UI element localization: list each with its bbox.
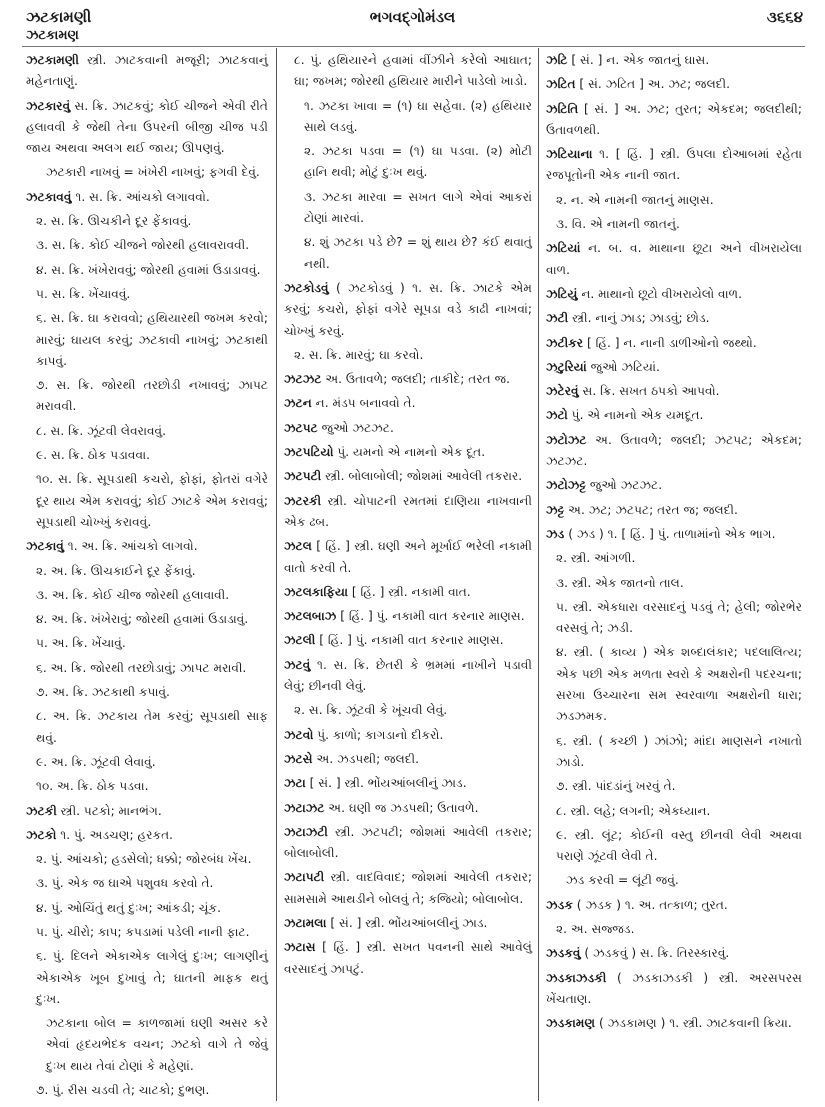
definition: અ. ઉતાવળે; જલદી; તાકીદે; તરત જ. xyxy=(321,372,511,387)
definition: ૫. સ્ત્રી. એકધારા વરસાદનું પડવું તે; હેલી; જોરભેર વરસવું તે; ઝડી. xyxy=(556,599,802,636)
column-divider xyxy=(276,48,277,1101)
definition: ૨. અ. ક્રિ. ઊચકાઈને દૂર ફેંકાવું. xyxy=(36,563,196,578)
definition: ૩. અ. ક્રિ. કોઈ ચીજ જોરથી હલાવાવી. xyxy=(36,587,230,602)
headword: ઝટાસ xyxy=(284,940,316,955)
headword: ઝડ xyxy=(546,526,565,541)
entry-sense xyxy=(26,658,268,679)
definition: અ. ઘણી જ ઝડપથી; ઉતાવળે. xyxy=(324,800,479,815)
definition: ૨. સ. ક્રિ. ઝૂંટવી કે ખૂંચવી લેવું. xyxy=(294,703,448,718)
definition: ૨. ન. એ નામની જાતનું માણસ. xyxy=(556,192,714,207)
entry-sense xyxy=(546,548,802,569)
definition: ૬. અ. ક્રિ. જોરથી તરછોડાવું; ઝાપટ મરાવી. xyxy=(36,660,247,675)
definition: ૧. પું. અડચણ; હરકત. xyxy=(56,827,174,842)
definition: ૪. પું. ઓચિંતું થતું દુઃખ; આંકડી; ચૂંક. xyxy=(36,900,222,915)
definition: [ હિં. ] સ્ત્રી. ઘણી અને મૂર્ખાઈ ભરેલી નકામી વાતો કરવી તે. xyxy=(284,539,532,575)
definition: સ્ત્રી. ચોપાટની રમતમાં દાણિયા નાખવાની એક ઢબ. xyxy=(284,493,532,529)
definition: ૨. સ્ત્રી. આંગળી. xyxy=(556,551,636,566)
entry-sense xyxy=(284,232,532,275)
definition: [ હિં. ] ન. નાની ડાળીઓનો જથ્થો. xyxy=(583,335,757,350)
headword: ઝટવું xyxy=(284,657,311,672)
entry-sense xyxy=(546,870,802,891)
definition: ૬. પું. દિલને એકાએક લાગેલું દુઃખ; લાગણીનું એકાએક ખૂબ દુખાવું તે; ઘાતની માફક થતું દુઃખ. xyxy=(36,949,268,1006)
headword: ઝટલકાફિયા xyxy=(284,584,348,599)
definition: સ્ત્રી. ઝાટકવાની મજૂરી; ઝાટકવાનું મહેનતાણું. xyxy=(26,53,268,89)
definition: ૨. સ. ક્રિ. મારવું; ઘા કરવો. xyxy=(294,347,424,362)
dictionary-entry xyxy=(546,333,802,354)
definition: ૧. સ. ક્રિ. છેતરી કે ભ્રમમાં નાખીને પડાવી લેવું; છીનવી લેવું. xyxy=(284,657,532,694)
headword: ઝટીકર xyxy=(546,335,584,350)
running-head-left: ઝટકામણી xyxy=(26,8,92,26)
definition: [ હિં. ] સ્ત્રી. નકામી વાત. xyxy=(347,584,471,599)
definition: ૨. પું. આંચકો; હડસેલો; ધક્કો; જોરબંધ ખેંચ. xyxy=(36,852,252,867)
entry-sense xyxy=(546,597,802,640)
headword: ઝટપટી xyxy=(284,469,322,484)
definition: ૯. અ. ક્રિ. ઝૂંટવી લેવાવું. xyxy=(36,754,156,769)
entry-sense xyxy=(546,776,802,797)
definition: [ સં. ઝટિત ] અ. ઝટ; જલદી. xyxy=(575,77,730,92)
entry-sense xyxy=(546,190,802,211)
entry-sense xyxy=(26,946,268,1010)
dictionary-entry xyxy=(546,500,802,521)
entry-sense xyxy=(26,752,268,773)
definition: ઝડ કરવી = લૂંટી જવું. xyxy=(566,873,679,888)
dictionary-entry xyxy=(284,749,532,770)
entry-sense xyxy=(284,187,532,230)
dictionary-entry xyxy=(284,725,532,746)
dictionary-entry xyxy=(546,144,802,187)
definition: ૨. ઝટકા પડવા = (૧) ઘા પડવા. (૨) મોટી હાનિ થવી; મોટું દુઃખ થવું. xyxy=(304,144,532,180)
entry-sense xyxy=(284,50,532,93)
dictionary-entry xyxy=(26,801,268,822)
entry-sense xyxy=(26,260,268,281)
dictionary-entry xyxy=(26,536,268,557)
dictionary-entry xyxy=(546,308,802,329)
entry-sense xyxy=(546,214,802,235)
definition: ન. મંડપ બનાવવો તે. xyxy=(311,396,416,411)
entry-sense xyxy=(26,421,268,442)
dictionary-entry xyxy=(546,943,802,964)
definition: સ્ત્રી. ઝટપટી; જોશમાં આવેલી તકરાર; બોલાબોલી. xyxy=(284,824,532,861)
dictionary-entry xyxy=(284,278,532,342)
dictionary-entry xyxy=(284,606,532,627)
definition: અ. ઝટ; ઝટપટ; તરત જ; જલદી. xyxy=(564,502,738,517)
definition: ૫. પું. ચીરો; કાપ; કપડામાં પડેલી નાની ફાટ. xyxy=(36,924,250,939)
definition: પું. કાળો; કાગડાનો દીકરો. xyxy=(313,727,444,742)
headword: ઝટેરવું xyxy=(546,384,579,399)
dictionary-entry xyxy=(546,74,802,95)
entry-sense xyxy=(26,898,268,919)
dictionary-entry xyxy=(284,773,532,794)
running-head-sub: ઝટકામણ xyxy=(26,28,79,43)
dictionary-entry xyxy=(284,418,532,439)
dictionary-entry xyxy=(284,466,532,487)
definition: ૭. અ. ક્રિ. ઝટકાથી કપાવું. xyxy=(36,685,170,700)
book-title: ભગવદ્ગોમંડલ xyxy=(369,8,456,26)
definition: પું. એ નામનો એક યમદૂત. xyxy=(567,408,704,423)
dictionary-entry xyxy=(546,284,802,305)
definition: સ્ત્રી. બોલાબોલી; જોશમાં આવેલી તકરાર. xyxy=(321,469,523,484)
definition: સ્ત્રી. પટકો; માનભંગ. xyxy=(56,803,162,818)
dictionary-entry xyxy=(546,968,802,1011)
entry-sense xyxy=(26,284,268,305)
entry-sense xyxy=(26,162,268,183)
definition: ૧. [ હિં. ] સ્ત્રી. ઉપલા દોઆબમાં રહેતા રજપૂતોની એક નાની જાત. xyxy=(546,147,802,183)
definition: ૧૦. સ. ક્રિ. સૂપડાથી કચરો, ફોફાં, ફોતરાં વગેરે દૂર થાય એમ કરાવવું; કોઈ ઝાટકે એમ કરાવવું; સૂપડાથી ચોખ્ખું કરાવવું. xyxy=(36,472,268,529)
definition: ૧. અ. ક્રિ. આંચકો લાગવો. xyxy=(63,539,198,554)
headword: ઝટકો xyxy=(26,827,57,842)
headword: ઝટવો xyxy=(284,727,314,742)
headword: ઝટકાવું xyxy=(26,539,64,554)
dictionary-entry xyxy=(284,630,532,651)
entry-sense xyxy=(546,642,802,727)
entry-sense xyxy=(26,561,268,582)
definition: ૨. સ. ક્રિ. ઊચકીને દૂર ફેંકાવવું. xyxy=(36,214,192,229)
dictionary-entry xyxy=(26,187,268,208)
definition: [ હિં. ] પું. નકામી વાત કરનાર માણસ. xyxy=(336,609,525,624)
definition: [ સં. ] ન. એક જાતનું ઘાસ. xyxy=(567,53,710,67)
dictionary-entry xyxy=(26,96,268,160)
entry-sense xyxy=(546,801,802,822)
definition: ૩. ઝટકા મારવા = સખત લાગે એવાં આકરાં ટોણાં મારવાં. xyxy=(304,189,532,226)
headword: ઝટુરિયાં xyxy=(546,359,587,374)
definition: સ. ક્રિ. ઝાટકવું; કોઈ ચીજને એવી રીતે હલાવવી કે જેથી તેના ઉપરની બીજી ચીજ પડી જાય અથવા અલગ થઈ જાય; ઊપણવું. xyxy=(26,98,268,156)
definition: ૮. સ્ત્રી. લહે; લગની; એકધ્યાન. xyxy=(556,803,711,818)
dictionary-entry xyxy=(26,50,268,93)
entry-sense xyxy=(26,469,268,533)
definition: ૯. સ્ત્રી. લૂંટ; કોઈની વસ્તુ છીનવી લેવી અથવા પરાણે ઝૂંટવી લેવી તે. xyxy=(556,827,802,864)
definition: ૮. પું. હથિયારને હવામાં વીંઝીને કરેલો આઘાત; ઘા; જખમ; જોરથી હથિયાર મારીને પાડેલો ખાડો. xyxy=(294,53,532,89)
entry-sense xyxy=(26,235,268,256)
entry-sense xyxy=(26,1080,268,1101)
definition: [ સં. ] સ્ત્રી. ભોંયઆંબલીનું ઝાડ. xyxy=(326,915,488,930)
headword: ઝટિ xyxy=(546,53,568,67)
headword: ઝડકાઝડકી xyxy=(546,970,607,985)
definition: ૪. સ. ક્રિ. ખંખેરાવવું; જોરથી હવામાં ઉડાડાવવું. xyxy=(36,262,261,277)
headword: ઝટન xyxy=(284,396,312,411)
entry-sense xyxy=(26,922,268,943)
headword: ઝટરકી xyxy=(284,493,322,508)
dictionary-entry xyxy=(546,895,802,916)
dictionary-entry xyxy=(284,867,532,910)
entry-sense xyxy=(26,445,268,466)
definition: ૮. અ. ક્રિ. ઝટકાય તેમ કરવું; સૂપડાથી સાફ થવું. xyxy=(36,709,268,745)
definition: ( ઝડક ) ૧. અ. તત્કાળ; તુરત. xyxy=(572,897,728,912)
definition: જુઓ ઝટિયાં. xyxy=(586,359,660,374)
definition: ૧. ઝટકા ખાવા = (૧) ઘા સહેવા. (૨) હથિયાર સાથે લડવું. xyxy=(304,98,532,134)
headword: ઝડકામણ xyxy=(546,1016,596,1031)
headword: ઝટિતિ xyxy=(546,101,579,116)
entry-sense xyxy=(26,873,268,894)
definition: ( ઝટકોડવું ) ૧. સ. ક્રિ. ઝાટકે એમ કરવું; કચરો, ફોફાં વગેરે સૂપડા વડે કાઢી નાખવાં; ચોખ્ખું કરવું. xyxy=(284,280,532,338)
dictionary-entry xyxy=(284,442,532,463)
headword: ઝટકી xyxy=(26,803,57,818)
entry-sense xyxy=(26,706,268,749)
definition: [ સં. ] સ્ત્રી. ભોંયઆંબલીનું ઝાડ. xyxy=(305,776,467,791)
definition: ૫. સ. ક્રિ. ખેંચાવવું. xyxy=(36,286,131,301)
entry-sense xyxy=(26,211,268,232)
definition: ૬. સ. ક્રિ. ઘા કરાવવો; હથિયારથી જખમ કરવો; મારવું; ઘાયલ કરવું; ઝટકાવી નાખવું; ઝટકાથી કાપવું. xyxy=(36,311,268,368)
dictionary-entry xyxy=(284,937,532,980)
entry-sense xyxy=(26,1013,268,1077)
headword: ઝટો xyxy=(546,408,568,423)
definition: ૪. સ્ત્રી. ( કાવ્ય ) એક શબ્દાલંકાર; પદલાલિત્ય; એક પછી એક મળતા સ્વરો કે અક્ષરોની પદરચના; સરખા ઉચ્ચારના સમ સ્વરવાળા અક્ષરોની ધારા; ઝડઝમક. xyxy=(556,645,802,724)
definition: ૭. પું. રીસ ચડવી તે; ચાટકો; દુભણ. xyxy=(36,1083,210,1098)
headword: ઝટી xyxy=(546,311,569,326)
definition: સ. ક્રિ. સખત ઠપકો આપવો. xyxy=(578,384,720,399)
headword: ઝટકામણી xyxy=(26,53,80,67)
entry-sense xyxy=(26,609,268,630)
headword: ઝટિયાના xyxy=(546,147,593,162)
entry-sense xyxy=(284,96,532,139)
definition: ૧. સ. ક્રિ. આંચકો લગાવવો. xyxy=(71,189,210,204)
headword: ઝટામલા xyxy=(284,915,327,930)
definition: ૩. સ. ક્રિ. કોઈ ચીજને જોરથી હલાવરાવવી. xyxy=(36,238,250,253)
headword: ઝટપટિયો xyxy=(284,445,334,460)
dictionary-entry xyxy=(546,238,802,281)
headword: ઝટલબાઝ xyxy=(284,609,337,624)
definition: ઝટકારી નાખવું = ખંખેરી નાખવું; ફગવી દેવું. xyxy=(46,165,260,180)
definition: ૩. વિ. એ નામની જાતનું. xyxy=(556,217,680,232)
definition: ૬. સ્ત્રી. ( કચ્છી ) ઝાંઝો; માંદા માણસને નખાતો ઝાડો. xyxy=(556,733,802,769)
dictionary-entry xyxy=(284,822,532,865)
definition: ૩. પું. એક જ ઘાએ પશુવધ કરવો તે. xyxy=(36,876,214,891)
definition: ( ઝડકામણ ) ૧. સ્ત્રી. ઝાટકવાની ક્રિયા. xyxy=(595,1016,792,1031)
headword: ઝટકાવવું xyxy=(26,189,72,204)
dictionary-entry xyxy=(546,430,802,473)
definition: ૭. સ્ત્રી. પાંદડાંનું ખરવું તે. xyxy=(556,779,676,794)
headword: ઝટિત xyxy=(546,77,576,92)
dictionary-entry xyxy=(284,798,532,819)
entry-sense xyxy=(546,731,802,774)
entry-sense xyxy=(26,633,268,654)
headword: ઝટ્ટ xyxy=(546,502,565,517)
entry-sense xyxy=(26,849,268,870)
headword: ઝડક xyxy=(546,897,573,912)
definition: ૭. સ. ક્રિ. જોરથી તરછોડી નખાવવું; ઝાપટ મરાવવી. xyxy=(36,378,268,414)
entry-sense xyxy=(284,345,532,366)
headword: ઝટાઝટી xyxy=(284,824,328,839)
headword: ઝટિયાં xyxy=(546,241,581,256)
definition: ૧૦. અ. ક્રિ. ઠોક પડવા. xyxy=(36,779,149,794)
definition: [ સં. ] અ. ઝટ; તુરત; એકદમ; જલદીથી; ઉતાવળથી. xyxy=(546,101,802,137)
header-rule xyxy=(22,46,805,47)
definition: જુઓ ઝટઝટ. xyxy=(586,478,663,493)
headword: ઝટપટ xyxy=(284,420,318,435)
headword: ઝટલ xyxy=(284,539,312,554)
definition: ( ઝડકવું ) સ. ક્રિ. તિરસ્કારવું. xyxy=(580,946,730,961)
definition: ( ઝડ ) ૧. [ હિં. ] પું. તાળામાંનો એક ભાગ. xyxy=(564,526,776,541)
definition: ૮. સ. ક્રિ. ઝૂંટવી લેવરાવવું. xyxy=(36,423,167,438)
headword: ઝટાપટી xyxy=(284,870,325,885)
definition: જુઓ ઝટઝટ. xyxy=(317,420,394,435)
definition: સ્ત્રી. વાદવિવાદ; જોશમાં આવેલી તકરાર; સામસામે આથડીને બોલવું તે; કજિયો; બોલાબોલ. xyxy=(284,870,532,906)
headword: ઝટસે xyxy=(284,751,313,766)
headword: ઝટઝટ xyxy=(284,372,322,387)
column-3 xyxy=(546,50,802,1037)
headword: ઝટોઝટ xyxy=(546,432,587,447)
column-divider xyxy=(538,48,539,1101)
definition: [ હિં. ] સ્ત્રી. સખત પવનની સાથે આવેલું વરસાદનું ઝાપટું. xyxy=(284,940,532,976)
definition: ૯. સ. ક્રિ. ઠોક પડાવવા. xyxy=(36,448,150,463)
entry-sense xyxy=(26,375,268,418)
entry-sense xyxy=(26,776,268,797)
dictionary-entry xyxy=(284,913,532,934)
definition: ૨. અ. સજ્જડ. xyxy=(556,921,635,936)
dictionary-entry xyxy=(284,491,532,534)
definition: [ હિં. ] પું. નકામી વાત કરનાર માણસ. xyxy=(315,633,504,648)
dictionary-entry xyxy=(546,99,802,142)
definition: અ. ઉતાવળે; જલદી; ઝટપટ; એકદમ; ઝટઝટ. xyxy=(546,432,802,469)
headword: ઝટિયું xyxy=(546,286,578,301)
dictionary-entry xyxy=(546,357,802,378)
headword: ઝડકવું xyxy=(546,946,581,961)
definition: ૪. શું ઝટકા પડે છે? = શું થાય છે? કંઈ થવાતું નથી. xyxy=(304,235,532,271)
headword: ઝટાઝટ xyxy=(284,800,325,815)
column-2 xyxy=(284,50,532,983)
dictionary-entry xyxy=(546,475,802,496)
column-1 xyxy=(26,50,268,1104)
dictionary-entry xyxy=(284,536,532,579)
definition: સ્ત્રી. નાનું ઝાડ; ઝાડવું; છોડ. xyxy=(568,311,710,326)
entry-sense xyxy=(26,585,268,606)
definition: ન. બ. વ. માથાના છૂટા અને વીખરાયેલા વાળ. xyxy=(546,241,802,277)
entry-sense xyxy=(26,682,268,703)
definition: પું. યમનો એ નામનો એક દૂત. xyxy=(333,445,486,460)
definition: ૫. અ. ક્રિ. ખેંચાવું. xyxy=(36,636,126,651)
dictionary-entry xyxy=(284,369,532,390)
entry-sense xyxy=(546,825,802,868)
definition: ૪. અ. ક્રિ. ખંખેરાવું; જોરથી હવામાં ઉડાડાવું. xyxy=(36,612,249,627)
definition: ( ઝડકાઝડકી ) સ્ત્રી. અરસપરસ ખેંચતાણ. xyxy=(546,970,802,1006)
dictionary-entry xyxy=(546,405,802,426)
definition: ઝટકાના બોલ = કાળજામાં ઘણી અસર કરે એવાં હૃદયભેદક વચન; ઝટકો વાગે તે જેવું દુઃખ થાય તેવાં ટોણાં કે મહેણાં. xyxy=(46,1016,268,1073)
headword: ઝટકોડવું xyxy=(284,280,329,295)
entry-sense xyxy=(546,573,802,594)
dictionary-entry xyxy=(284,655,532,698)
definition: ન. માથાનો છૂટો વીખરાયેલો વાળ. xyxy=(577,286,742,301)
definition: ૩. સ્ત્રી. એક જાતનો તાલ. xyxy=(556,575,684,590)
entry-sense xyxy=(284,141,532,184)
entry-sense xyxy=(284,700,532,721)
headword: ઝટા xyxy=(284,776,306,791)
headword: ઝટોઝટ્ટ xyxy=(546,478,586,493)
dictionary-entry xyxy=(546,524,802,545)
dictionary-entry xyxy=(546,1013,802,1034)
dictionary-entry xyxy=(26,825,268,846)
page-number: ૩૬૬૪ xyxy=(766,8,803,26)
headword: ઝટકારવું xyxy=(26,98,71,113)
entry-sense xyxy=(26,308,268,372)
entry-sense xyxy=(546,919,802,940)
dictionary-entry xyxy=(284,393,532,414)
dictionary-entry xyxy=(546,381,802,402)
definition: અ. ઝડપથી; જલદી. xyxy=(312,751,420,766)
headword: ઝટલી xyxy=(284,633,316,648)
dictionary-entry xyxy=(546,50,802,71)
dictionary-entry xyxy=(284,582,532,603)
